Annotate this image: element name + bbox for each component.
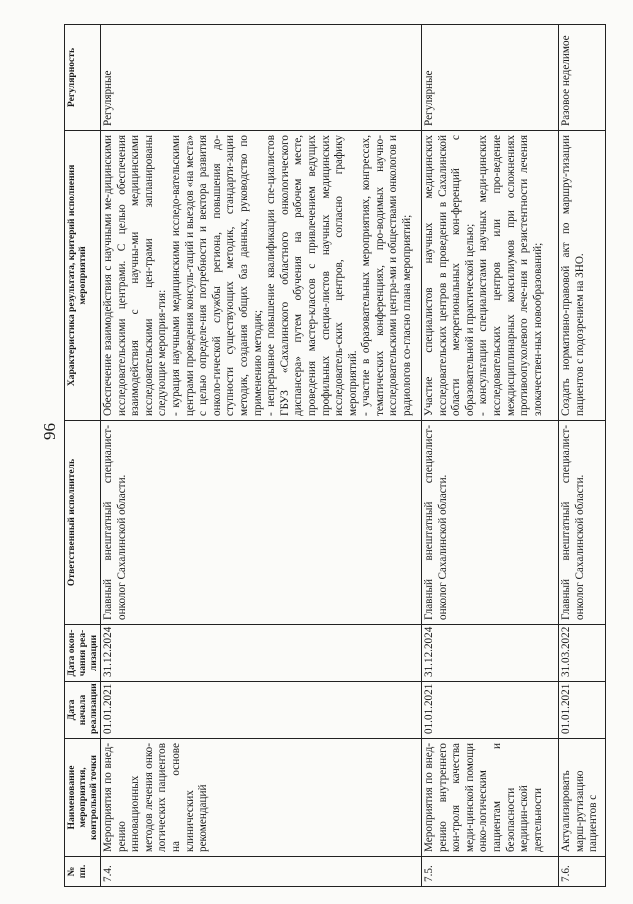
result-paragraph: - участие в образовательных мероприятиях, конгрессах, тематических конференциях, про-водимых научно-исследовательскими центра-ми и обществами онкологов и радиологов со-гласно плана мероприятий;: [360, 135, 414, 416]
row-responsible: Главный внештатный специалист-онколог Сахалинской области.: [101, 421, 422, 625]
table-row: [101, 25, 422, 887]
header-regularity: Регулярность: [65, 25, 101, 131]
row-name: Мероприятия по внед-рению внутреннего кон-троля качества меди-цинской помощи онко-логическим пациентам и безопасности медицин-ской деятельности: [422, 739, 559, 857]
row-end: 31.12.2024: [101, 625, 422, 682]
row-end: 31.03.2022: [559, 625, 606, 682]
header-end: Дата окон-чания реа-лизации: [65, 625, 101, 682]
row-responsible: Главный внештатный специалист-онколог Сахалинской области.: [422, 421, 559, 625]
row-result: [422, 131, 559, 421]
header-responsible: Ответственный исполнитель: [65, 421, 101, 625]
row-name: Актуализировать марш-рутизацию пациентов с: [559, 739, 606, 857]
row-result: [101, 131, 422, 421]
row-responsible: Главный внештатный специалист-онколог Сахалинской области.: [559, 421, 606, 625]
rotated-table-page: [64, 25, 633, 887]
header-name: Наименование мероприятия, контрольной точки: [65, 739, 101, 857]
action-plan-table: [64, 24, 606, 887]
table-row: [422, 25, 559, 887]
row-start: 01.01.2021: [101, 682, 422, 739]
result-paragraph: - курация научными медицинскими исследо-вательскими центрами проведения консуль-таций и выездов «на места» с целью определе-ния потребности и вектора развития онколо-гической службы региона, повышения до-ступности существующих методик, стандарти-зации методик, создания общих баз данных, руководство по применению методик;: [169, 135, 264, 416]
result-paragraph: Участие специалистов научных медицинских исследовательских центров в проведении в Сахалинской области межрегиональных кон-ференций с образовательной и практической целью;: [423, 135, 476, 416]
table-header-row: [65, 25, 101, 887]
header-start: Дата начала реализации: [65, 682, 101, 739]
header-result: Характеристика результата, критерий исполнения мероприятий: [65, 131, 101, 421]
row-end: 31.12.2024: [422, 625, 559, 682]
header-num: № пп.: [65, 857, 101, 887]
result-paragraph: - консультации специалистами научных меди-цинских исследовательских центров или про-ведение междисциплинарных консилиумов при осложнениях противоопухолевого лече-ния и резистентности лечения злокачествен-ных новообразований;: [477, 135, 544, 416]
result-paragraph: Обеспечение взаимодействия с научными ме-дицинскими исследовательскими центрами. С целью обеспечения взаимодействия с научны-ми медицинскими исследовательскими цен-трами запланированы следующие мероприя-тия:: [102, 135, 169, 416]
result-paragraph: Создать нормативно-правовой акт по маршру-тизации пациентов с подозрением на ЗНО.: [560, 135, 586, 416]
row-regularity: Разовое неделимое: [559, 25, 606, 131]
result-paragraph: - непрерывное повышение квалификации спе-циалистов ГБУЗ «Сахалинского областного онкологического диспансера» путем обучения на рабочем месте, проведения мастер-классов с привлечением ведущих профильных специа-листов научных медицинских исследователь-ских центров, согласно графику мероприятий.: [265, 135, 359, 416]
row-start: 01.01.2021: [422, 682, 559, 739]
page-number: 96: [40, 423, 59, 440]
row-num: 7.5.: [422, 857, 559, 887]
row-num: 7.6.: [559, 857, 606, 887]
row-result: [559, 131, 606, 421]
row-regularity: Регулярные: [422, 25, 559, 131]
table-row: [559, 25, 606, 887]
row-num: 7.4.: [101, 857, 422, 887]
row-name: Мероприятия по внед-рению инновационных методов лечения онко-логических пациентов на основе клинических рекомендаций: [101, 739, 422, 857]
row-start: 01.01.2021: [559, 682, 606, 739]
row-regularity: Регулярные: [101, 25, 422, 131]
